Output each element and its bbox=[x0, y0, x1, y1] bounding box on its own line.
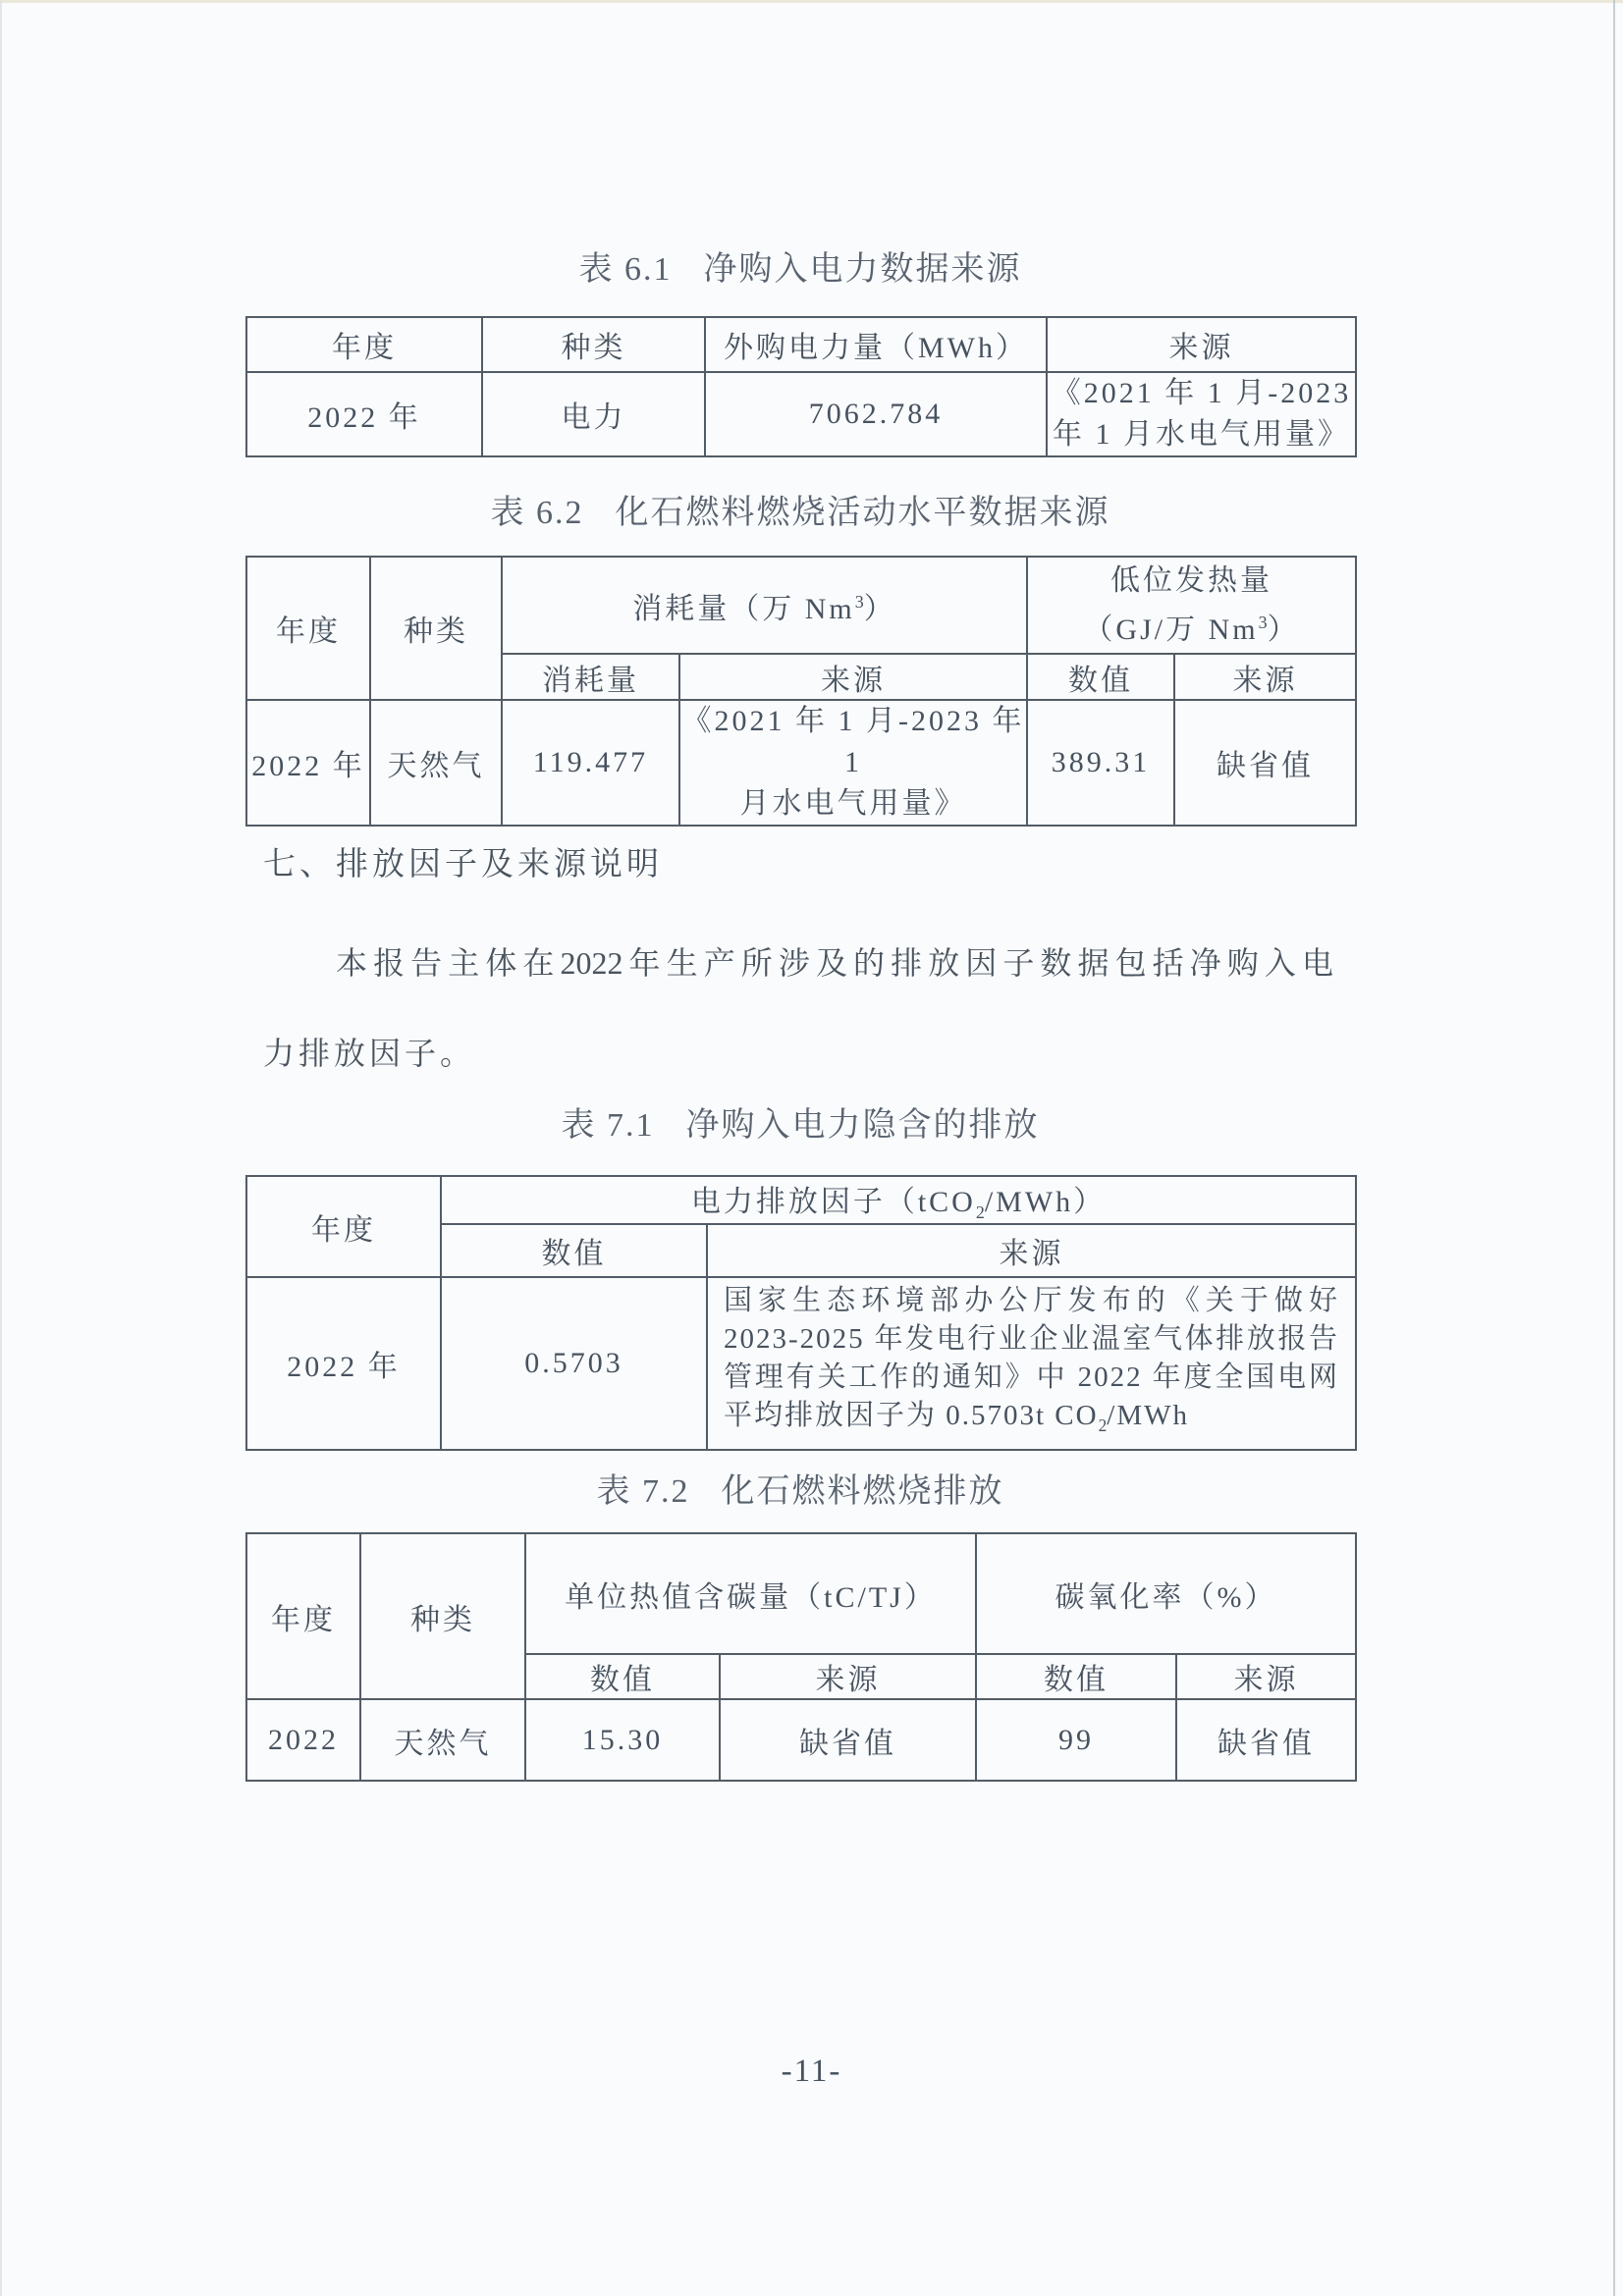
table-7-2-label: 表 7.2 bbox=[596, 1473, 690, 1510]
factor-group-text: 电力排放因子（tCO bbox=[690, 1186, 976, 1218]
table-6-2-header-year: 年度 bbox=[246, 557, 370, 700]
table-6-2-source-line-2: 月水电气用量》 bbox=[739, 787, 967, 820]
table-6-2-header-consumption-group bbox=[502, 557, 1027, 654]
table-6-2-cell-heat-value: 389.31 bbox=[1027, 700, 1174, 826]
table-6-1-data-row bbox=[246, 372, 1356, 456]
factor-group-close: /MWh） bbox=[984, 1186, 1107, 1218]
table-7-2-cell-oxidation-source: 缺省值 bbox=[1176, 1699, 1356, 1781]
table-6-2-subheader-heat-source: 来源 bbox=[1174, 654, 1356, 700]
table-6-1-cell-year: 2022 年 bbox=[246, 372, 482, 456]
table-7-2-header-kind: 种类 bbox=[360, 1533, 525, 1699]
table-6-2-cell-consumption: 119.477 bbox=[502, 700, 679, 826]
section-7-paragraph-line-1: 本报告主体在2022年生产所涉及的排放因子数据包括净购入电 bbox=[336, 945, 1333, 981]
section-7-paragraph-line-2: 力排放因子。 bbox=[263, 1036, 476, 1071]
table-7-1-caption: 净购入电力隐含的排放 bbox=[685, 1107, 1040, 1144]
table-7-2-cell-carbon-value: 15.30 bbox=[525, 1699, 720, 1781]
table-6-2-cell-heat-source: 缺省值 bbox=[1174, 700, 1356, 826]
table-6-1-caption: 净购入电力数据来源 bbox=[703, 251, 1022, 288]
table-6-2-data-row bbox=[246, 700, 1356, 826]
table-6-1-cell-kind: 电力 bbox=[482, 372, 705, 456]
table-6-2-caption: 化石燃料燃烧活动水平数据来源 bbox=[615, 495, 1110, 531]
table-6-1-header-row bbox=[246, 317, 1356, 372]
table-7-2-header-carbon-group: 单位热值含碳量（tC/TJ） bbox=[525, 1533, 976, 1654]
scan-artifact-top-edge bbox=[0, 0, 1623, 3]
table-7-1-subheader-value: 数值 bbox=[441, 1224, 707, 1277]
consumption-group-close: ） bbox=[863, 592, 896, 625]
table-7-1 bbox=[245, 1175, 1357, 1451]
table-6-1-header-amount: 外购电力量（MWh） bbox=[705, 317, 1047, 372]
consumption-group-sup: 3 bbox=[854, 591, 864, 612]
table-6-1-header-kind: 种类 bbox=[482, 317, 705, 372]
table-6-2-header-heat-group bbox=[1027, 557, 1356, 654]
heat-group-close: ） bbox=[1267, 613, 1300, 646]
table-7-2-cell-carbon-source: 缺省值 bbox=[720, 1699, 976, 1781]
table-7-1-cell-value: 0.5703 bbox=[441, 1277, 707, 1450]
table-6-1-header-year: 年度 bbox=[246, 317, 482, 372]
table-7-1-header-factor-group bbox=[441, 1176, 1356, 1224]
table-7-1-cell-source bbox=[707, 1277, 1356, 1450]
table-7-2-subheader-carbon-value: 数值 bbox=[525, 1654, 720, 1699]
factor-group-sub: 2 bbox=[975, 1202, 985, 1222]
table-6-2-source-line-1: 《2021 年 1 月-2023 年 1 bbox=[681, 705, 1025, 778]
table-7-2-cell-kind: 天然气 bbox=[360, 1699, 525, 1781]
consumption-group-text: 消耗量（万 Nm bbox=[632, 592, 855, 625]
table-6-1-cell-source bbox=[1047, 372, 1356, 456]
heat-group-line-1: 低位发热量 bbox=[1110, 563, 1272, 597]
table-7-1-source-line-1: 国家生态环境部办公厅发布的《关于做好 bbox=[724, 1285, 1339, 1316]
table-7-1-source-line-2: 2023-2025 年发电行业企业温室气体排放报告 bbox=[724, 1323, 1339, 1355]
table-7-1-subheader-source: 来源 bbox=[707, 1224, 1356, 1277]
table-7-1-data-row bbox=[246, 1277, 1356, 1450]
table-6-2-cell-kind: 天然气 bbox=[370, 700, 502, 826]
table-7-1-header-year: 年度 bbox=[246, 1176, 441, 1277]
table-6-2 bbox=[245, 556, 1357, 827]
table-7-1-source-line-4 bbox=[724, 1397, 1339, 1445]
table-7-2-data-row bbox=[246, 1699, 1356, 1781]
table-6-2-subheader-consumption-source: 来源 bbox=[679, 654, 1027, 700]
table-6-1-label: 表 6.1 bbox=[578, 251, 673, 288]
table-7-2-title bbox=[245, 1469, 1355, 1515]
source-line-4-text: 平均排放因子为 0.5703t CO bbox=[724, 1400, 1099, 1431]
table-6-2-group-header-row bbox=[246, 557, 1356, 654]
scan-artifact-left-edge bbox=[0, 0, 2, 2296]
table-7-2-cell-year: 2022 bbox=[246, 1699, 360, 1781]
table-7-2-header-year: 年度 bbox=[246, 1533, 360, 1699]
heat-group-sup: 3 bbox=[1258, 612, 1268, 632]
source-line-4-sub: 2 bbox=[1098, 1415, 1108, 1435]
section-7-heading: 七、排放因子及来源说明 bbox=[263, 847, 663, 882]
table-7-1-label: 表 7.1 bbox=[561, 1107, 655, 1144]
table-6-1-title bbox=[245, 247, 1355, 293]
table-7-2-header-oxidation-group: 碳氧化率（%） bbox=[976, 1533, 1356, 1654]
table-6-2-subheader-consumption: 消耗量 bbox=[502, 654, 679, 700]
table-6-2-header-kind: 种类 bbox=[370, 557, 502, 700]
scan-artifact-right-edge bbox=[1613, 0, 1615, 2296]
table-6-2-cell-year: 2022 年 bbox=[246, 700, 370, 826]
table-7-2-group-header-row bbox=[246, 1533, 1356, 1654]
table-7-1-title bbox=[245, 1103, 1355, 1148]
table-7-2-subheader-oxidation-value: 数值 bbox=[976, 1654, 1176, 1699]
table-7-1-cell-year: 2022 年 bbox=[246, 1277, 441, 1450]
table-6-2-label: 表 6.2 bbox=[490, 495, 584, 531]
table-6-1-source-line-2: 年 1 月水电气用量》 bbox=[1053, 418, 1350, 451]
table-6-2-title bbox=[245, 491, 1355, 536]
table-7-1-group-header-row bbox=[246, 1176, 1356, 1224]
table-7-2-subheader-carbon-source: 来源 bbox=[720, 1654, 976, 1699]
table-6-1 bbox=[245, 316, 1357, 457]
page-number: -11- bbox=[781, 2054, 842, 2089]
heat-group-line-2 bbox=[1028, 602, 1355, 651]
table-6-1-header-source: 来源 bbox=[1047, 317, 1356, 372]
source-line-4-close: /MWh bbox=[1107, 1400, 1190, 1431]
heat-group-text: （GJ/万 Nm bbox=[1083, 613, 1259, 646]
table-7-2-caption: 化石燃料燃烧排放 bbox=[721, 1473, 1004, 1510]
table-7-2-cell-oxidation-value: 99 bbox=[976, 1699, 1176, 1781]
table-6-2-cell-source bbox=[679, 700, 1027, 826]
table-7-1-source-line-3: 管理有关工作的通知》中 2022 年度全国电网 bbox=[724, 1362, 1339, 1393]
table-7-2 bbox=[245, 1532, 1357, 1782]
table-6-1-cell-amount: 7062.784 bbox=[705, 372, 1047, 456]
table-6-2-subheader-heat-value: 数值 bbox=[1027, 654, 1174, 700]
table-7-2-subheader-oxidation-source: 来源 bbox=[1176, 1654, 1356, 1699]
table-6-1-source-line-1: 《2021 年 1 月-2023 bbox=[1051, 377, 1352, 409]
